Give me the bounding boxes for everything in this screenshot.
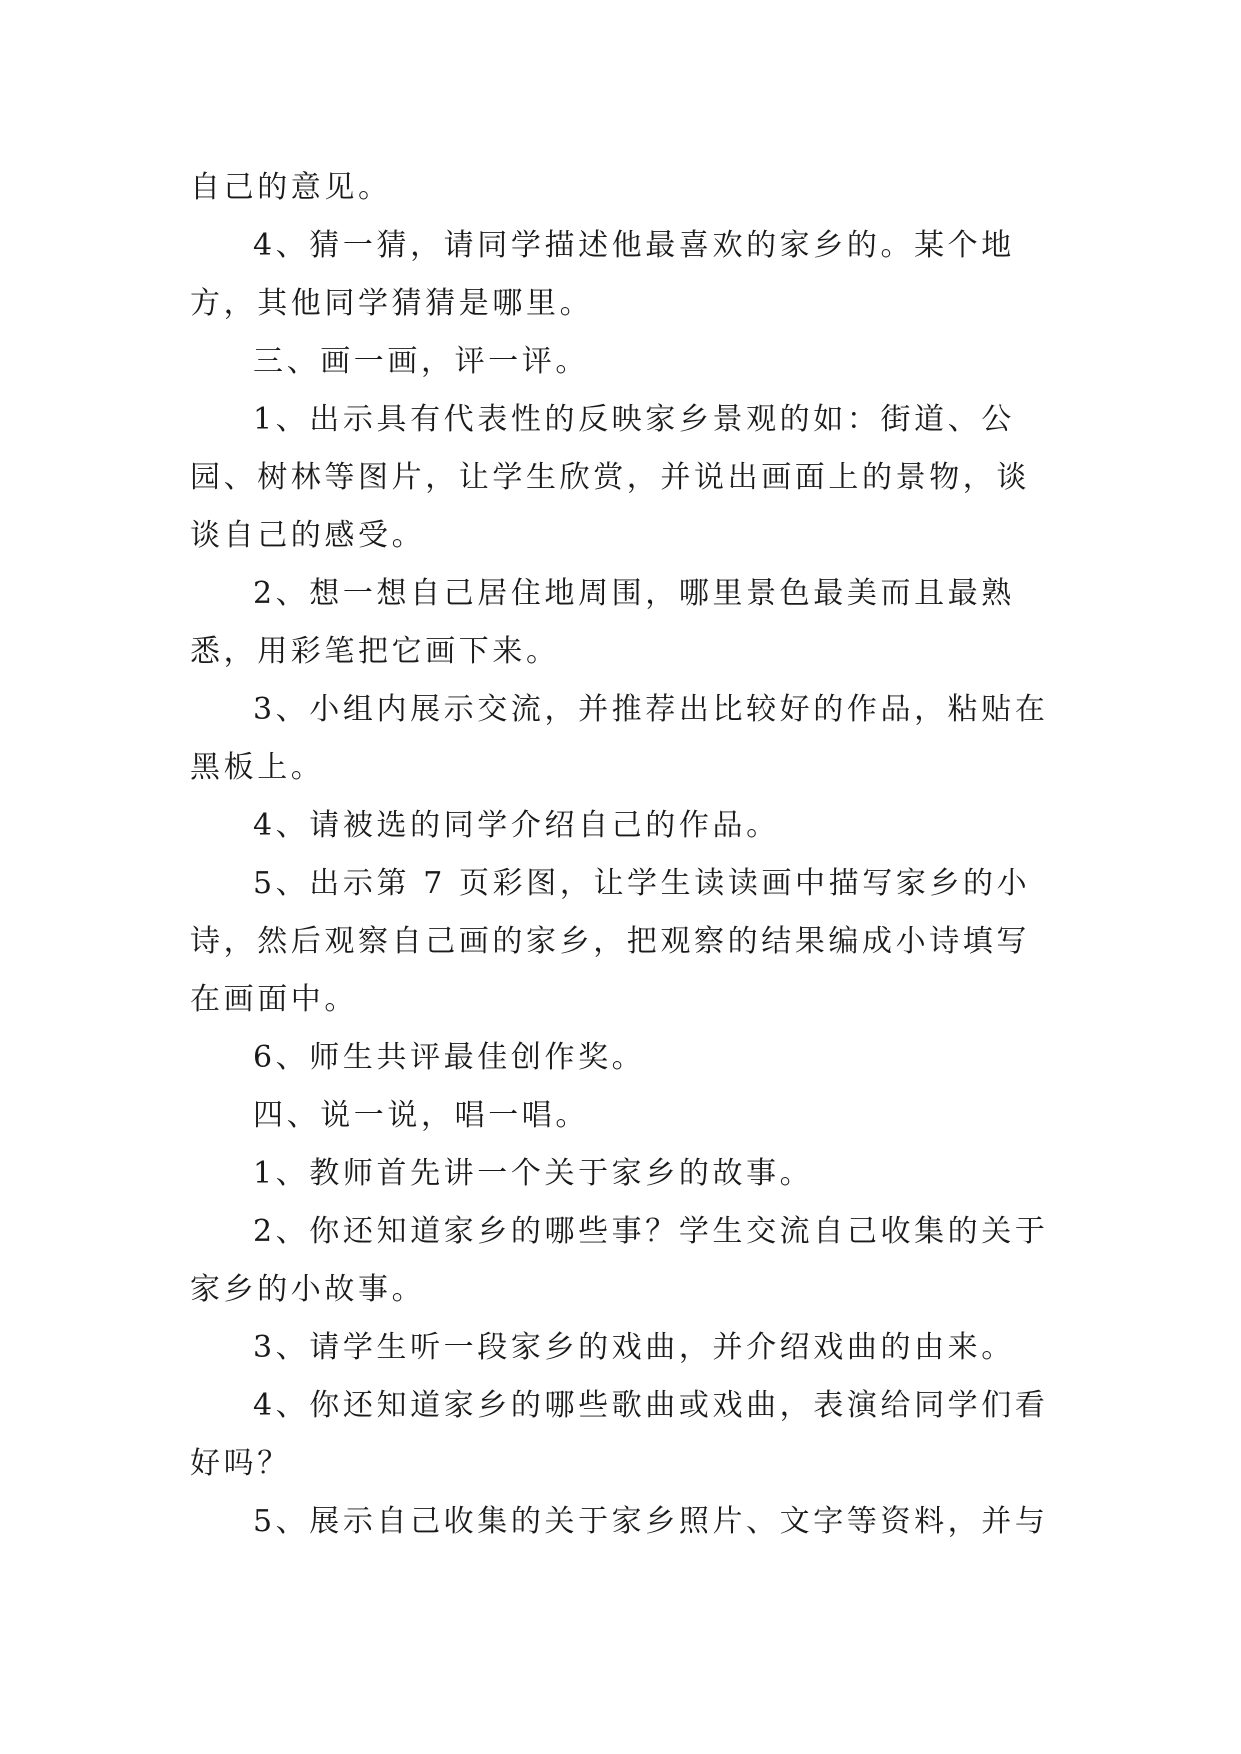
paragraph: 4、请被选的同学介绍自己的作品。 <box>253 808 780 843</box>
paragraph: 6、师生共评最佳创作奖。 <box>253 1040 646 1075</box>
paragraph: 4、你还知道家乡的哪些歌曲或戏曲，表演给同学们看好吗？ <box>190 1388 1049 1481</box>
paragraph: 自己的意见。 <box>190 170 392 205</box>
section-heading: 三、画一画，评一评。 <box>253 344 589 379</box>
paragraph: 4、猜一猜，请同学描述他最喜欢的家乡的。某个地方，其他同学猜猜是哪里。 <box>190 228 1015 321</box>
paragraph: 2、你还知道家乡的哪些事？学生交流自己收集的关于家乡的小故事。 <box>190 1214 1049 1307</box>
paragraph: 5、展示自己收集的关于家乡照片、文字等资料，并与 <box>253 1504 1049 1539</box>
paragraph: 2、想一想自己居住地周围，哪里景色最美而且最熟悉，用彩笔把它画下来。 <box>190 576 1015 669</box>
paragraph: 5、出示第 7 页彩图，让学生读读画中描写家乡的小诗，然后观察自己画的家乡，把观察的结果编成小诗填写在画面中。 <box>190 866 1031 1017</box>
paragraph: 3、小组内展示交流，并推荐出比较好的作品，粘贴在黑板上。 <box>190 692 1049 785</box>
paragraph: 1、出示具有代表性的反映家乡景观的如：街道、公园、树林等图片，让学生欣赏，并说出画面上的景物，谈谈自己的感受。 <box>190 402 1030 553</box>
paragraph: 1、教师首先讲一个关于家乡的故事。 <box>253 1156 814 1191</box>
section-heading: 四、说一说，唱一唱。 <box>253 1098 589 1133</box>
paragraph: 3、请学生听一段家乡的戏曲，并介绍戏曲的由来。 <box>253 1330 1015 1365</box>
document-body <box>190 159 1060 1551</box>
